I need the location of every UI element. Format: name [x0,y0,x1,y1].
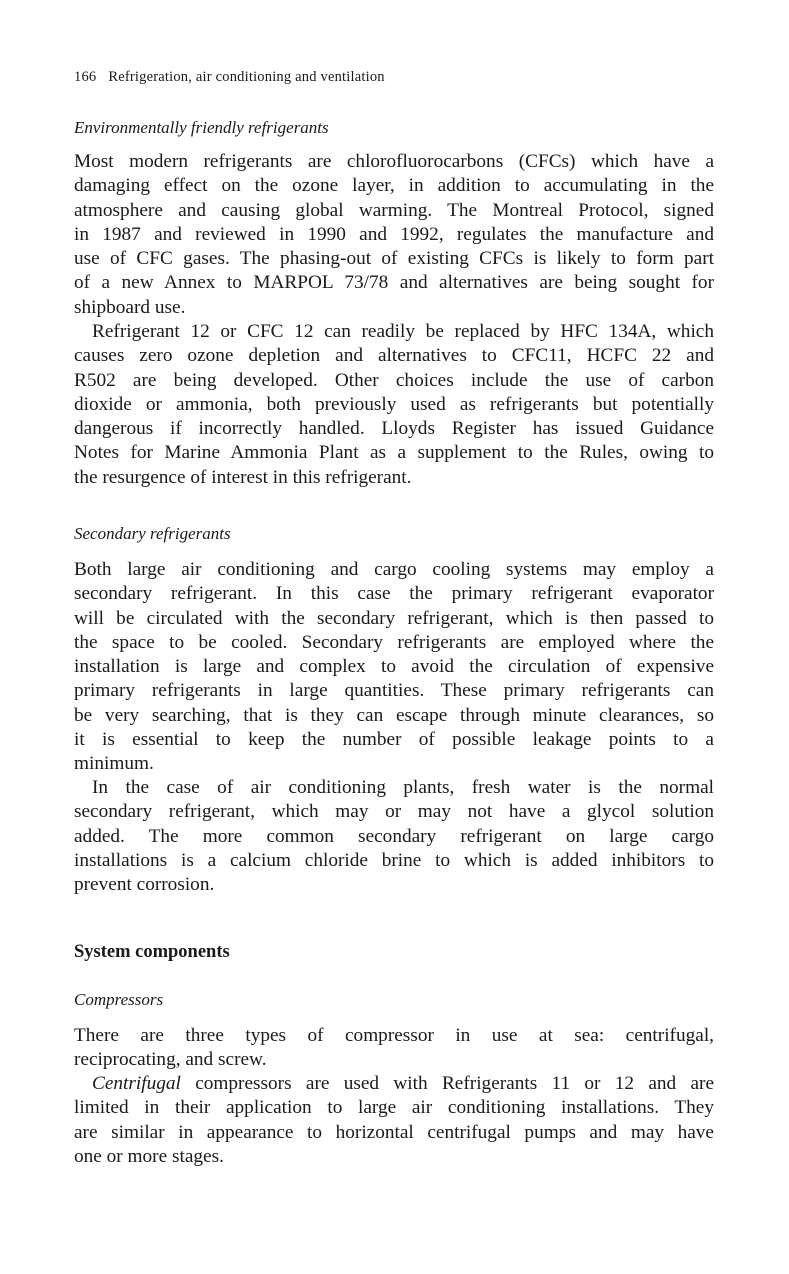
text-line: R502 are being developed. Other choices include the use of carbon [74,369,714,391]
text-line: be very searching, that is they can escape through minute clearances, so [74,704,714,726]
paragraph-env-1 [74,150,714,320]
text-line: damaging effect on the ozone layer, in addition to accumulating in the [74,175,714,197]
text-line: Refrigerant 12 or CFC 12 can readily be replaced by HFC 134A, which [92,321,714,342]
text-line: the space to be cooled. Secondary refrigerants are employed where the [74,631,714,653]
text-line: installations is a calcium chloride brine to which is added inhibitors to [74,849,714,871]
text-line: Most modern refrigerants are chlorofluorocarbons (CFCs) which have a [74,151,714,172]
text-line: dioxide or ammonia, both previously used as refrigerants but potentially [74,393,714,415]
text-line: prevent corrosion. [74,874,215,896]
paragraph-compressors-1 [74,1024,714,1073]
paragraph-secondary-2 [74,776,714,897]
text-line: minimum. [74,753,154,775]
paragraph-secondary-1 [74,558,714,777]
text-fragment: compressors are used with Refrigerants 11 or 12 and are [180,1073,714,1094]
text-line: installation is large and complex to avoid the circulation of expensive [74,656,714,678]
text-line: There are three types of compressor in use at sea: centrifugal, [74,1025,714,1046]
text-line: one or more stages. [74,1145,224,1167]
text-line: shipboard use. [74,296,186,318]
paragraph-env-2 [74,320,714,490]
text-line: in 1987 and reviewed in 1990 and 1992, regulates the manufacture and [74,223,714,245]
text-line: Notes for Marine Ammonia Plant as a supplement to the Rules, owing to [74,442,714,464]
text-line: secondary refrigerant, which may or may not have a glycol solution [74,801,714,823]
text-line: primary refrigerants in large quantities. These primary refrigerants can [74,680,714,702]
text-line: dangerous if incorrectly handled. Lloyds Register has issued Guidance [74,418,714,440]
subheading-secondary: Secondary refrigerants [74,524,231,543]
text-line: atmosphere and causing global warming. The Montreal Protocol, signed [74,199,714,221]
text-line: will be circulated with the secondary refrigerant, which is then passed to [74,607,714,629]
term-centrifugal: Centrifugal [92,1073,181,1094]
text-line: secondary refrigerant. In this case the primary refrigerant evaporator [74,583,714,605]
subheading-compressors: Compressors [74,990,164,1009]
section-heading-system-components: System components [74,942,230,962]
paragraph-compressors-2 [74,1072,714,1169]
text-line: the resurgence of interest in this refrigerant. [74,466,412,488]
text-line: In the case of air conditioning plants, fresh water is the normal [92,777,714,798]
text-line: added. The more common secondary refrigerant on large cargo [74,825,714,847]
text-line: it is essential to keep the number of possible leakage points to a [74,729,714,751]
running-head [74,69,385,86]
text-line: limited in their application to large air conditioning installations. They [74,1097,714,1119]
text-line: Both large air conditioning and cargo cooling systems may employ a [74,559,714,580]
text-line: causes zero ozone depletion and alternatives to CFC11, HCFC 22 and [74,345,714,367]
text-line: reciprocating, and screw. [74,1049,267,1071]
text-line: of a new Annex to MARPOL 73/78 and alternatives are being sought for [74,272,714,294]
text-line: are similar in appearance to horizontal centrifugal pumps and may have [74,1121,714,1143]
page-number: 166 [74,69,97,85]
text-line: use of CFC gases. The phasing-out of existing CFCs is likely to form part [74,248,714,270]
running-head-title: Refrigeration, air conditioning and ventilation [108,69,385,85]
text-line [74,1072,714,1096]
subheading-environmental: Environmentally friendly refrigerants [74,118,329,137]
